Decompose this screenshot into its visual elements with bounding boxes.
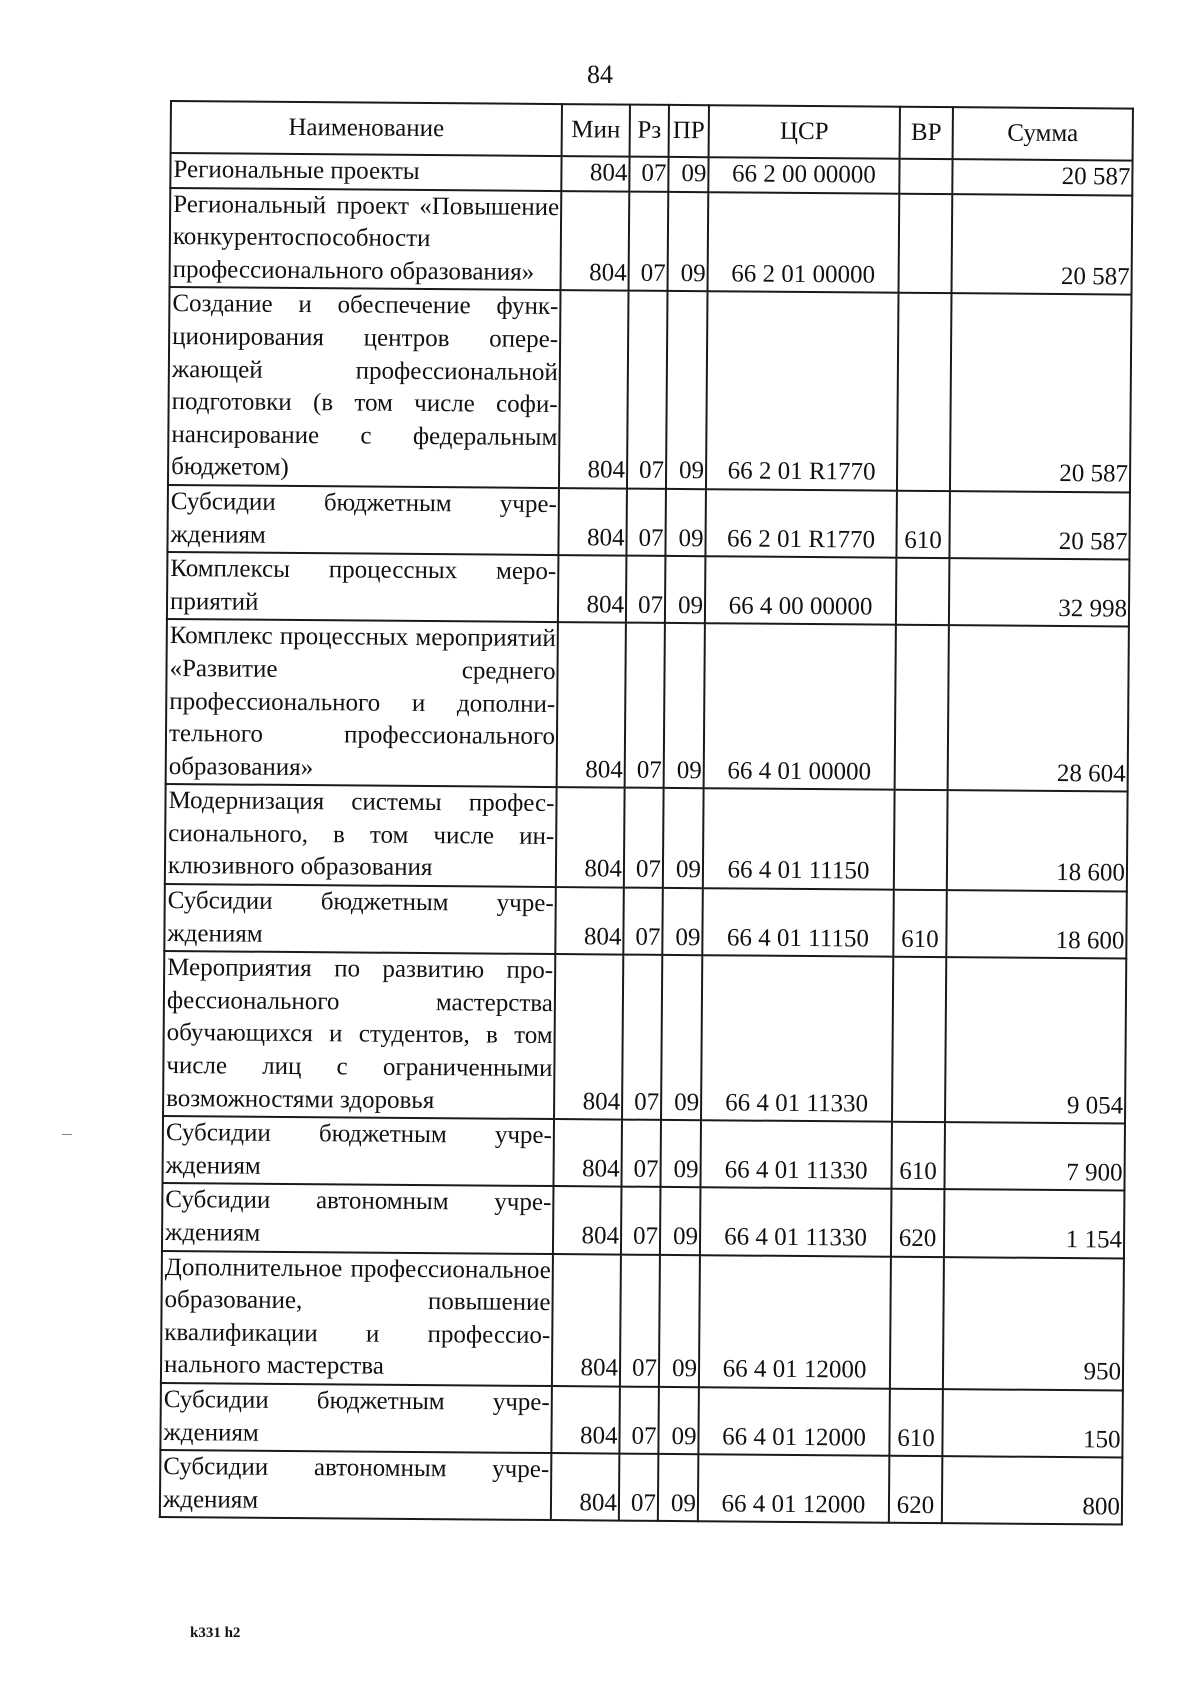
cell-pr: 09 (658, 1387, 699, 1454)
cell-csr: 66 4 01 11150 (703, 788, 895, 889)
cell-min: 804 (561, 191, 630, 291)
cell-csr: 66 4 01 00000 (704, 624, 896, 790)
cell-rz: 07 (627, 291, 668, 489)
cell-rz: 07 (624, 788, 664, 888)
budget-table (159, 100, 1134, 1526)
cell-pr: 09 (665, 556, 706, 623)
cell-pr: 09 (658, 1454, 699, 1521)
table-row (167, 552, 1129, 627)
cell-min: 804 (559, 290, 629, 488)
cell-min: 804 (555, 887, 624, 955)
cell-csr: 66 4 01 11150 (702, 888, 894, 957)
cell-name: Мероприятия по развитию профессионального мастерства обучающихся и студентов, в том числе лиц с ограниченными возможностями здоровья (163, 951, 555, 1119)
cell-vr (896, 558, 950, 626)
cell-rz: 07 (629, 157, 668, 192)
cell-min: 804 (554, 954, 623, 1119)
cell-min: 804 (551, 1453, 620, 1521)
cell-pr: 09 (664, 623, 705, 788)
cell-min: 804 (558, 555, 627, 623)
table-row (162, 1183, 1124, 1258)
table-row (161, 1251, 1124, 1391)
header-csr: ЦСР (709, 105, 900, 158)
cell-rz: 07 (626, 556, 666, 623)
cell-vr (897, 293, 952, 491)
cell-csr: 66 2 01 R1770 (705, 489, 897, 558)
cell-pr: 09 (661, 955, 702, 1120)
cell-vr (899, 159, 952, 194)
footer-code: k331 h2 (190, 1625, 241, 1641)
cell-name: Комплексы процессных мероприятий (167, 552, 559, 622)
cell-pr: 09 (668, 192, 709, 292)
table-header-row (171, 101, 1133, 161)
header-sum: Сумма (953, 107, 1133, 160)
cell-sum: 20 587 (950, 294, 1132, 493)
cell-min: 804 (557, 622, 626, 787)
cell-min: 804 (558, 488, 627, 556)
cell-rz: 07 (626, 489, 666, 556)
cell-rz: 07 (619, 1454, 659, 1521)
cell-pr: 09 (659, 1254, 700, 1387)
cell-csr: 66 2 00 00000 (708, 157, 899, 193)
cell-min: 804 (556, 787, 625, 887)
cell-name: Субсидии бюджетным учреждениям (160, 1383, 552, 1453)
cell-min: 804 (561, 156, 629, 191)
cell-csr: 66 4 01 11330 (701, 955, 893, 1121)
cell-min: 804 (551, 1386, 620, 1454)
cell-pr: 09 (662, 888, 703, 955)
table-body (160, 153, 1133, 1525)
cell-name: Региональные проекты (170, 153, 561, 191)
cell-name: Субсидии бюджетным учреждениям (164, 884, 556, 954)
cell-sum: 18 600 (946, 890, 1127, 959)
table-row (165, 784, 1128, 891)
cell-pr: 09 (663, 788, 704, 888)
cell-vr (894, 790, 948, 890)
cell-rz: 07 (622, 955, 662, 1120)
cell-sum: 950 (943, 1257, 1124, 1391)
cell-pr: 09 (665, 489, 706, 556)
cell-name: Дополнительное профессиональное образование, повышение квалификации и профессионального мастерства (161, 1251, 553, 1386)
cell-rz: 07 (619, 1387, 659, 1454)
cell-rz: 07 (625, 623, 665, 788)
cell-sum: 32 998 (949, 558, 1130, 627)
cell-sum: 150 (942, 1389, 1123, 1458)
cell-vr (895, 625, 949, 790)
cell-csr: 66 4 00 00000 (705, 556, 897, 625)
cell-sum: 7 900 (944, 1122, 1125, 1191)
cell-name: Субсидии автономным учреждениям (160, 1450, 552, 1520)
cell-csr: 66 4 01 11330 (700, 1188, 892, 1257)
table-row (166, 619, 1129, 792)
cell-name: Комплекс процессных мероприятий «Развитие среднего профессионального и дополнительного профессионального образования» (166, 619, 558, 787)
cell-min: 804 (553, 1186, 622, 1254)
cell-rz: 07 (621, 1120, 661, 1187)
header-min: Мин (562, 104, 630, 157)
cell-sum: 800 (942, 1456, 1123, 1525)
header-rz: Рз (630, 105, 669, 157)
cell-csr: 66 2 01 R1770 (706, 292, 899, 491)
cell-vr (899, 193, 953, 293)
cell-name: Субсидии бюджетным учреждениям (167, 485, 559, 555)
cell-min: 804 (552, 1254, 621, 1387)
cell-min: 804 (553, 1119, 622, 1187)
cell-pr: 09 (666, 291, 708, 489)
cell-name: Региональный проект «Повышение конкурентоспособности профессионального образования» (170, 188, 562, 291)
cell-vr (890, 1256, 944, 1389)
cell-sum: 1 154 (944, 1190, 1125, 1259)
cell-pr: 09 (660, 1187, 701, 1254)
table-row (160, 1450, 1122, 1525)
cell-vr: 620 (891, 1189, 945, 1257)
cell-sum: 9 054 (945, 957, 1126, 1123)
table-row (162, 1116, 1124, 1191)
cell-vr: 620 (889, 1456, 943, 1524)
cell-sum: 18 600 (947, 790, 1128, 891)
cell-name: Модернизация системы профессионального, в том числе инклюзивного образования (165, 784, 557, 887)
table-row (168, 287, 1132, 492)
cell-name: Создание и обеспечение функционирования центров опережающей профессиональной подготовки (в том числе софинансирование с федеральным бюджетом) (168, 287, 561, 488)
header-name: Наименование (171, 101, 562, 156)
cell-vr (892, 957, 946, 1122)
cell-csr: 66 4 01 11330 (700, 1120, 892, 1189)
cell-vr: 610 (893, 890, 947, 958)
table-row (163, 951, 1126, 1124)
cell-csr: 66 4 01 12000 (699, 1255, 891, 1389)
header-vr: ВР (900, 107, 953, 159)
cell-name: Субсидии бюджетным учреждениям (162, 1116, 554, 1186)
cell-sum: 20 587 (952, 194, 1133, 295)
cell-rz: 07 (629, 191, 669, 291)
cell-rz: 07 (621, 1187, 661, 1254)
cell-pr: 09 (660, 1120, 701, 1187)
cell-name: Субсидии автономным учреждениям (162, 1183, 554, 1253)
table-row (164, 884, 1126, 959)
cell-sum: 20 587 (949, 491, 1130, 560)
cell-sum: 28 604 (948, 625, 1129, 791)
cell-vr: 610 (896, 491, 950, 559)
page-number: 84 (587, 60, 613, 89)
margin-mark (62, 1134, 72, 1135)
cell-vr: 610 (889, 1389, 943, 1457)
header-pr: ПР (669, 105, 709, 157)
table-row (160, 1383, 1122, 1458)
cell-csr: 66 4 01 12000 (698, 1454, 890, 1523)
cell-csr: 66 4 01 12000 (698, 1387, 890, 1456)
table-row (167, 485, 1129, 560)
cell-rz: 07 (623, 888, 663, 955)
cell-vr: 610 (891, 1122, 945, 1190)
cell-rz: 07 (620, 1254, 660, 1387)
cell-csr: 66 2 01 00000 (708, 192, 900, 293)
table-row (170, 188, 1133, 295)
cell-pr: 09 (668, 157, 708, 192)
cell-sum: 20 587 (952, 159, 1132, 195)
